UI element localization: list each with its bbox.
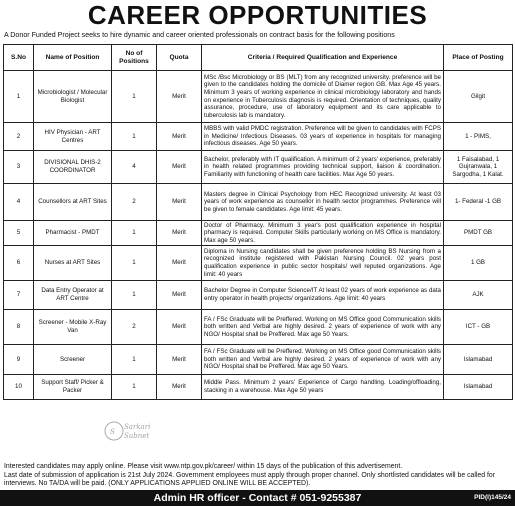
pid-number: PID(I)145/24 [474,494,511,501]
table-row [4,375,513,400]
cell-positions: 1 [112,345,157,375]
table-row [4,310,513,345]
intro-text: A Donor Funded Project seeks to hire dynamic and career oriented professionals on contract basis for the following positions [4,31,395,39]
cell-quota: Merit [157,375,202,400]
cell-criteria: Diploma in Nursing candidates shall be given preference holding BS Nursing from a recognized institute registered with Pakistan Nursing Council. 02 years post qualification experience in public sector hospitals/ well reputed organizations. Age limit: 40 years [202,246,444,281]
cell-position-name: DIVISIONAL DHIS-2 COORDINATOR [34,151,112,184]
cell-sno: 6 [4,246,34,281]
cell-quota: Merit [157,71,202,123]
table-row [4,71,513,123]
footer-line-apply: Interested candidates may apply online. Please visit www.ntp.gov.pk/career/ within 15 days of the publication of this advertisement. [4,463,403,470]
cell-position-name: HIV Physician - ART Centres [34,123,112,151]
table-row [4,281,513,310]
cell-position-name: Support Staff/ Picker & Packer [34,375,112,400]
cell-position-name: Screener - Mobile X-Ray Van [34,310,112,345]
cell-sno: 9 [4,345,34,375]
cell-positions: 4 [112,151,157,184]
cell-quota: Merit [157,221,202,246]
cell-place: Islamabad [444,375,513,400]
table-row [4,151,513,184]
cell-criteria: Masters degree in Clinical Psychology from HEC Recognized university. At least 03 years of work experience as counsellor in health sector programmes. Preference will be given to female candidates. Age limit: 45 years. [202,184,444,221]
cell-criteria: MSc /Bsc Microbiology or BS (MLT) from any recognized university. preference will be given to the candidates holding the domicile of Diamer region GB. Max Age 45 years. Minimum 3 years of working experience in clinical microbiology laboratory and hands on experience in Tuberculosis diagnosis is required. Orientation of techniques, quality assurance, procedure, use of laboratory equipment and its care applicable to tuberculosis lab is mandatory. [202,71,444,123]
cell-position-name: Data Entry Operator at ART Centre [34,281,112,310]
cell-positions: 1 [112,221,157,246]
page-title: CAREER OPPORTUNITIES [87,0,428,30]
cell-positions: 2 [112,184,157,221]
table-row [4,123,513,151]
positions-table [3,44,513,400]
cell-sno: 7 [4,281,34,310]
cell-sno: 2 [4,123,34,151]
cell-criteria: FA / FSc Graduate will be Preffered. Working on MS Office good Communication skills both written and Verbal are highly desired. 2 years of experience of work with any NGO/ Hospital shall be Preffered. Max age 50 Years. [202,345,444,375]
cell-place: ICT - GB [444,310,513,345]
cell-place: 1- Federal -1 GB [444,184,513,221]
cell-criteria: Bachelor Degree in Computer Science/IT At least 02 years of work experience as data entry operator in health projects/ organizations. Age limit: 40 years [202,281,444,310]
cell-positions: 1 [112,71,157,123]
table-row [4,246,513,281]
header-positions: No of Positions [112,45,157,71]
cell-sno: 4 [4,184,34,221]
contact-banner [0,490,515,506]
cell-sno: 3 [4,151,34,184]
header-quota: Quota [157,45,202,71]
header-sno: S.No [4,45,34,71]
cell-criteria: MBBS with valid PMDC registration. Preference will be given to candidates with FCPS in Medicine/ Infectious Diseases. 03 years of experience in hospitals for managing infectious diseases. Age 50 years. [202,123,444,151]
header-place: Place of Posting [444,45,513,71]
cell-sno: 1 [4,71,34,123]
header-criteria: Criteria / Required Qualification and Experience [202,45,444,71]
cell-quota: Merit [157,345,202,375]
watermark-logo [104,417,150,445]
table-header-row [4,45,513,71]
cell-place: Gilgit [444,71,513,123]
cell-place: 1 GB [444,246,513,281]
footer-notes [4,463,512,489]
svg-text:Subnet: Subnet [124,432,150,440]
cell-place: Islamabad [444,345,513,375]
cell-positions: 1 [112,246,157,281]
cell-position-name: Nurses at ART Sites [34,246,112,281]
cell-positions: 1 [112,123,157,151]
footer-line-deadline: Last date of submission of application is 21st July 2024. Government employees must apply through proper channel. Only shortlisted candidates will be called for interviews. No TA/DA will be paid. (ONLY APPLICATIONS APPLIED ONLINE WILL BE ACCEPTED). [4,471,496,488]
cell-place: PMDT GB [444,221,513,246]
cell-position-name: Screener [34,345,112,375]
cell-positions: 1 [112,281,157,310]
cell-sno: 5 [4,221,34,246]
cell-position-name: Microbiologist / Molecular Biologist [34,71,112,123]
cell-place: 1 - PIMS, [444,123,513,151]
table-row [4,345,513,375]
cell-place: AJK [444,281,513,310]
table-row [4,221,513,246]
svg-text:S: S [110,428,115,436]
cell-quota: Merit [157,123,202,151]
cell-criteria: Middle Pass. Minimum 2 years' Experience of Cargo handling. Loading/offloading, stacking in a warehouse. Max Age 50 years [202,375,444,400]
cell-quota: Merit [157,310,202,345]
cell-place: 1 Faisalabad, 1 Gujranwala, 1 Sargodha, 1 Kalat. [444,151,513,184]
cell-criteria: Doctor of Pharmacy. Minimum 3 year's post qualification experience in hospital pharmacy is required. Computer Skills particularly working on MS Office is mandatory. Max age 50 years. [202,221,444,246]
svg-text:Sarkari: Sarkari [124,423,150,431]
cell-quota: Merit [157,246,202,281]
contact-text: Admin HR officer - Contact # 051-9255387 [153,492,362,504]
cell-quota: Merit [157,184,202,221]
cell-position-name: Counsellors at ART Sites [34,184,112,221]
cell-criteria: Bachelor, preferably with IT qualification. A minimum of 2 years' experience, preferably in health related programmes providing technical support, liaison & coordination. Familiarity with functioning of health care facilities. Max Age 50 years. [202,151,444,184]
cell-quota: Merit [157,151,202,184]
cell-quota: Merit [157,281,202,310]
cell-position-name: Pharmacist - PMDT [34,221,112,246]
cell-positions: 1 [112,375,157,400]
table-row [4,184,513,221]
header-name: Name of Position [34,45,112,71]
cell-sno: 10 [4,375,34,400]
cell-positions: 2 [112,310,157,345]
cell-criteria: FA / FSc Graduate will be Preffered. Working on MS Office good Communication skills both written and Verbal are highly desired. 2 years of experience of work with any NGO/ Hospital shall be Preffered. Max age 50 Years. [202,310,444,345]
cell-sno: 8 [4,310,34,345]
